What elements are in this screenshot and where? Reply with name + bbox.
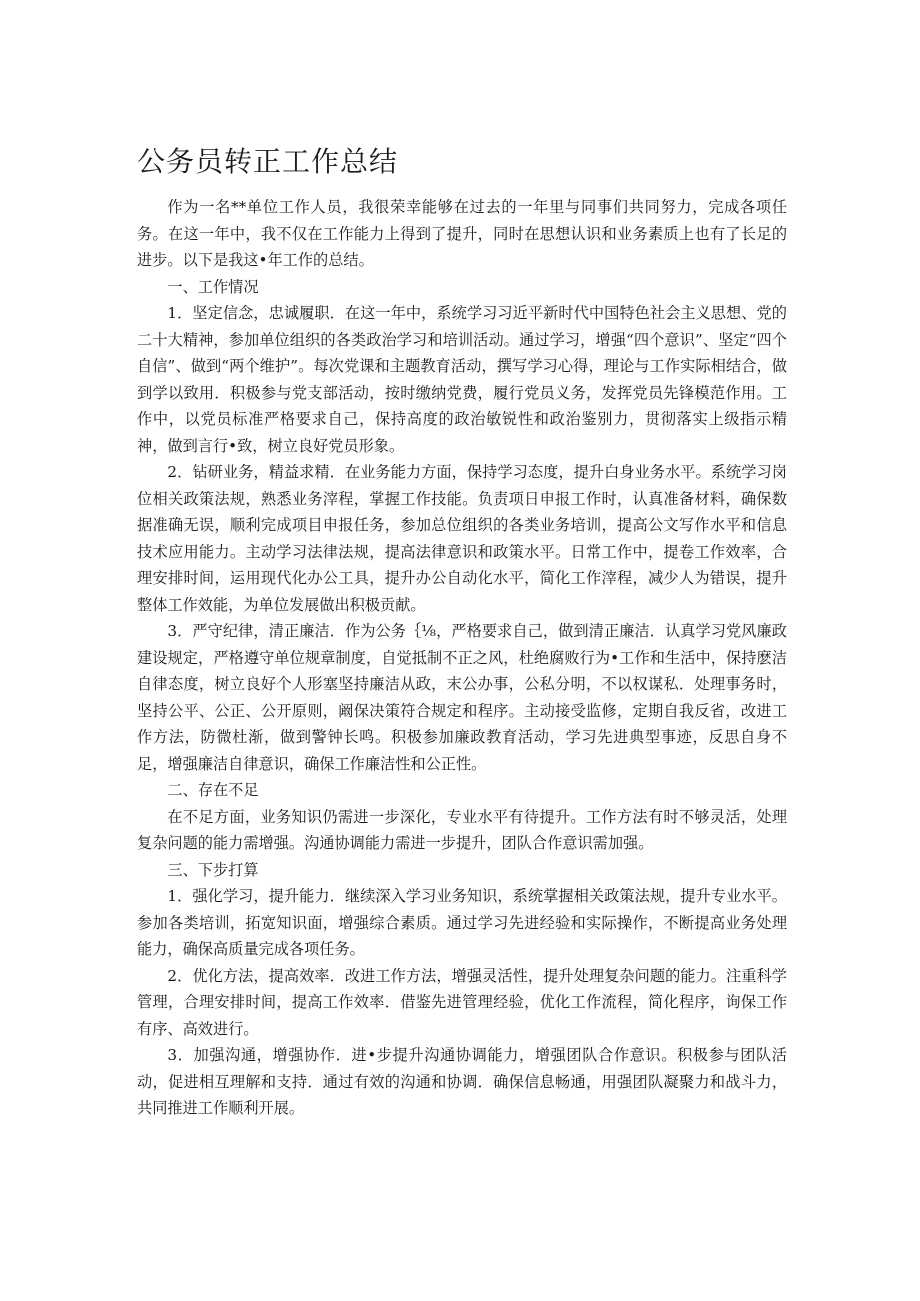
- document-body: [137, 194, 787, 1122]
- section-heading-next-steps: 三、下步打算: [167, 860, 259, 879]
- section-heading-shortcomings: 二、存在不足: [167, 781, 259, 799]
- next-steps-paragraph-1: 1．强化学习，提升能力．继续深入学习业务知识，系统掌握相关政策法规，提升专业水平。参加各类培训，拓宽知识面，增强综合素质。通过学习先进经验和实际操作，不断提高业务处理能力，确保高质量完成各项任务。: [137, 887, 787, 958]
- section-heading-work-status: 一、工作情况: [167, 277, 259, 296]
- shortcomings-paragraph: 在不足方面，业务知识仍需进一步深化，专业水平有待提升。工作方法有时不够灵活，处理复杂问题的能力需增强。沟通协调能力需进一步提升，团队合作意识需加强。: [137, 807, 787, 852]
- work-status-paragraph-1: 1．坚定信念，忠诚履职．在这一年中，系统学习习近平新时代中国特色社会主义思想、党的二十大精神，参加单位组织的各类政治学习和培训活动。通过学习，增强“四个意识”、坚定“四个自信”、做到“两个维护”。每次党课和主题教育活动，撰写学习心得，理论与工作实际相结合，做到学以致用．积极参与党支部活动，按时缴纳党费，履行党员义务，发挥党员先锋模范作用。工作中，以党员标准严格要求自己，保持高度的政治敏锐性和政治鉴别力，贯彻落实上级指示精神，做到言行•致，树立良好党员形象。: [137, 304, 787, 455]
- work-status-paragraph-3: 3．严守纪律，清正廉洁．作为公务｛⅛，严格要求自己，做到清正廉洁．认真学习党风廉政建设规定，严格遵守单位规章制度，自觉抵制不正之风，杜绝腐败行为•工作和生活中，保持麽洁自律态度，树立良好个人形塞坚持廉洁从政，末公办事，公私分明，不以权谋私．处理事务时，坚持公平、公正、公开原则，阚保决策符合规定和程序。主动接受监修，定期自我反省，改进工作方法，防微杜渐，做到警钟长鸣。积极参加廉政教育活动，学习先进典型事迹，反思自身不足，增强廉洁自律意识，确保工作廉洁性和公正性。: [137, 622, 787, 773]
- document-title: 公务员转正工作总结: [137, 145, 399, 178]
- next-steps-paragraph-2: 2．优化方法，提高效率．改进工作方法，增强灵活性，提升处理复杂问题的能力。注重科学管理，合理安排时间，提高工作效率．借鉴先进管理经验，优化工作流程，简化程序，询保工作有序、高效进行。: [137, 966, 787, 1038]
- intro-paragraph: 作为一名**单位工作人员，我很荣幸能够在过去的一年里与同事们共同努力，完成各项任务。在这一年中，我不仅在工作能力上得到了提升，同时在思想认识和业务素质上也有了长足的进步。以下是我这•年工作的总结。: [137, 198, 787, 269]
- next-steps-paragraph-3: 3．加强沟通，增强协作．进•步提升沟通协调能力，增强团队合作意识。积极参与团队活动，促进相互理解和支持．通过有效的沟通和协调．确保信息畅通，用强团队凝聚力和战斗力，共同推进工作顺利开展。: [137, 1046, 787, 1117]
- work-status-paragraph-2: 2．钻研业务，精益求精．在业务能力方面，保持学习态度，提升白身业务水平。系统学习岗位相关政策法规，熟悉业务滓程，掌握工作技能。负责项日申报工作时，认真准备材料，确保数据准确无误，顺利完成项目申报任务，参加总位组织的各类业务培训，提高公文写作水平和信息技术应用能力。主动学习法律法规，提高法律意识和政策水平。日常工作中，提卷工作效率，合理安排时间，运用现代化办公工具，提升办公自动化水平，简化工作滓程，减少人为错误，提升整体工作效能，为单位发展做出积极贡献。: [137, 463, 787, 614]
